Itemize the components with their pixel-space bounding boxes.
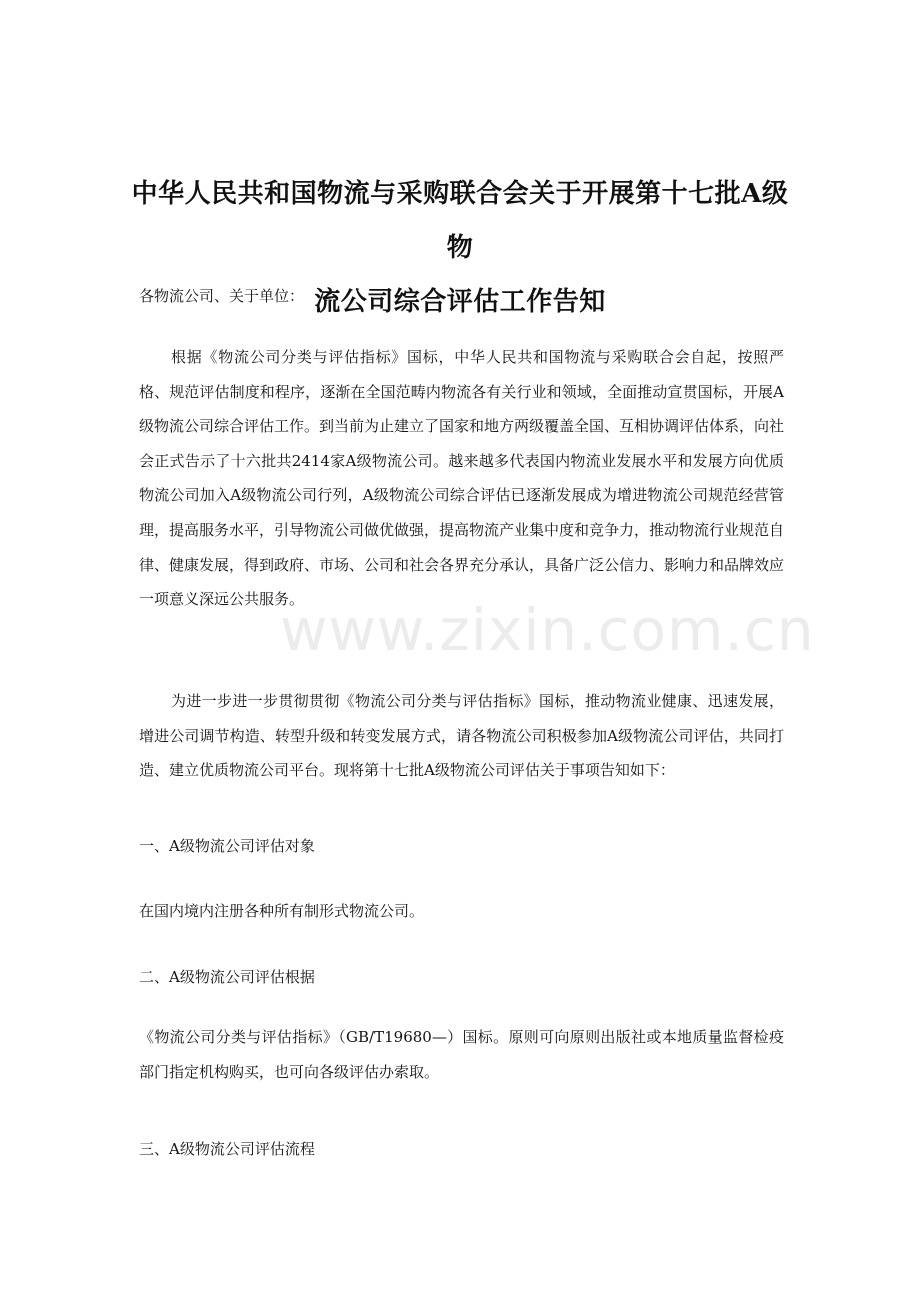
- salutation: 各物流公司、关于单位：: [139, 287, 305, 305]
- watermark: www.zixin.com.cn: [280, 596, 815, 664]
- title-line-1: 中华人民共和国物流与采购联合会关于开展第十七批A级物: [131, 179, 789, 264]
- section-3-heading: 三、A级物流公司评估流程: [139, 1140, 315, 1158]
- title-line-2: 流公司综合评估工作告知: [314, 287, 606, 318]
- paragraph-1: 根据《物流公司分类与评估指标》国标，中华人民共和国物流与采购联合会自起，按照严格、规范评估制度和程序，逐渐在全国范畴内物流各有关行业和领域，全面推动宣贯国标，开展A级物流公司综合评估工作。到当前为止建立了国家和地方两级覆盖全国、互相协调评估体系，向社会正式告示了十六批共2414家A级物流公司。越来越多代表国内物流业发展水平和发展方向优质物流公司加入A级物流公司行列，A级物流公司综合评估已逐渐发展成为增进物流公司规范经营管理，提高服务水平，引导物流公司做优做强，提高物流产业集中度和竞争力，推动物流行业规范自律、健康发展，得到政府、市场、公司和社会各界充分承认，具备广泛公信力、影响力和品牌效应一项意义深远公共服务。: [139, 348, 785, 609]
- section-2-heading: 二、A级物流公司评估根据: [139, 968, 315, 986]
- paragraph-2: 为进一步进一步贯彻贯彻《物流公司分类与评估指标》国标，推动物流业健康、迅速发展，增进公司调节构造、转型升级和转变发展方式，请各物流公司积极参加A级物流公司评估，共同打造、建立优质物流公司平台。现将第十七批A级物流公司评估关于事项告知如下：: [139, 692, 784, 780]
- section-1-heading: 一、A级物流公司评估对象: [139, 837, 315, 855]
- section-2-text: 《物流公司分类与评估指标》（GB/T19680—）国标。原则可向原则出版社或本地质量监督检疫部门指定机构购买，也可向各级评估办索取。: [139, 1028, 784, 1081]
- section-1-text: 在国内境内注册各种所有制形式物流公司。: [139, 902, 425, 920]
